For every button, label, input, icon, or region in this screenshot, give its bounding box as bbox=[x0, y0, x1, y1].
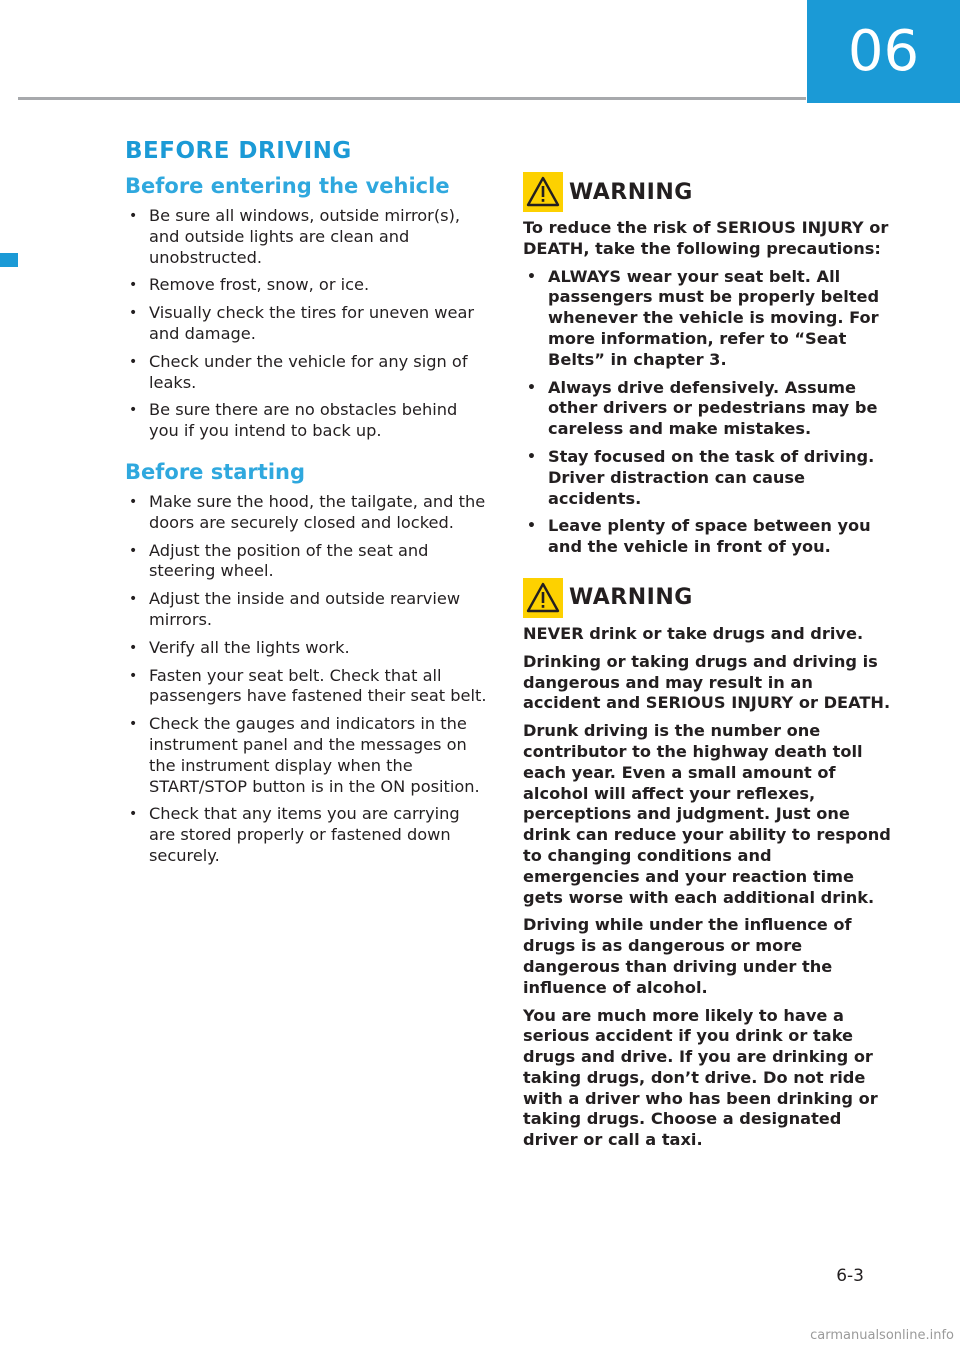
list-item: • Always drive defensively. Assume other drivers or pedestrians may be careless and make mistakes. bbox=[523, 378, 893, 440]
list-item: • Fasten your seat belt. Check that all passengers have fastened their seat belt. bbox=[125, 666, 490, 708]
list-item: • Stay focused on the task of driving. Driver distraction can cause accidents. bbox=[523, 447, 893, 509]
before-starting-list bbox=[125, 492, 490, 867]
header-rule bbox=[18, 97, 806, 100]
section-title: BEFORE DRIVING bbox=[125, 138, 352, 164]
warning-triangle-icon bbox=[523, 172, 563, 212]
warning-paragraph: NEVER drink or take drugs and drive. bbox=[523, 623, 864, 643]
warning-heading bbox=[523, 578, 893, 618]
warning-paragraph: You are much more likely to have a serious accident if you drink or take drugs and drive. If you are drinking or taking drugs, don’t drive. Do not ride with a driver who has been drinking or taking drugs. Choose a designated driver or call a taxi. bbox=[523, 1005, 878, 1150]
right-column bbox=[523, 172, 893, 1158]
list-item: • Verify all the lights work. bbox=[125, 638, 490, 659]
warning-paragraph: Drunk driving is the number one contributor to the highway death toll each year. Even a small amount of alcohol will affect your reflexes, perceptions and judgment. Just one drink can reduce your ability to respond to changing conditions and emergencies and your reaction time gets worse with each additional drink. bbox=[523, 721, 891, 907]
before-entering-title: Before entering the vehicle bbox=[125, 174, 450, 198]
warning-box-1 bbox=[523, 172, 893, 558]
warning-paragraph: Drinking or taking drugs and driving is dangerous and may result in an accident and SERIOUS INJURY or DEATH. bbox=[523, 651, 891, 713]
list-item: • Make sure the hood, the tailgate, and the doors are securely closed and locked. bbox=[125, 492, 490, 534]
warning-list bbox=[523, 267, 893, 558]
before-entering-list bbox=[125, 206, 490, 442]
list-item: • Remove frost, snow, or ice. bbox=[125, 275, 490, 296]
list-item: • Check under the vehicle for any sign of leaks. bbox=[125, 352, 490, 394]
warning-label: WARNING bbox=[569, 179, 693, 205]
warning-triangle-icon bbox=[523, 578, 563, 618]
page-number: 6-3 bbox=[836, 1266, 864, 1286]
list-item: • Be sure there are no obstacles behind you if you intend to back up. bbox=[125, 400, 490, 442]
list-item: • Adjust the position of the seat and steering wheel. bbox=[125, 541, 490, 583]
watermark-text: carmanualsonline.info bbox=[810, 1328, 954, 1343]
warning-label: WARNING bbox=[569, 585, 693, 611]
list-item: • ALWAYS wear your seat belt. All passengers must be properly belted whenever the vehicle is moving. For more information, refer to “Seat Belts” in chapter 3. bbox=[523, 267, 893, 371]
warning-box-2 bbox=[523, 578, 893, 1151]
chapter-tab: 06 bbox=[807, 0, 960, 103]
list-item: • Leave plenty of space between you and the vehicle in front of you. bbox=[523, 516, 893, 558]
list-item: • Check that any items you are carrying are stored properly or fastened down securely. bbox=[125, 804, 490, 866]
list-item: • Check the gauges and indicators in the instrument panel and the messages on the instrument display when the START/STOP button is in the ON position. bbox=[125, 714, 490, 797]
list-item: • Be sure all windows, outside mirror(s), and outside lights are clean and unobstructed. bbox=[125, 206, 490, 268]
before-starting-title: Before starting bbox=[125, 459, 306, 484]
side-marker bbox=[0, 253, 18, 267]
warning-paragraph: Driving while under the influence of drugs is as dangerous or more dangerous than driving under the influence of alcohol. bbox=[523, 915, 852, 997]
left-column bbox=[125, 136, 490, 874]
list-item: • Visually check the tires for uneven wear and damage. bbox=[125, 303, 490, 345]
list-item: • Adjust the inside and outside rearview mirrors. bbox=[125, 589, 490, 631]
warning-heading bbox=[523, 172, 893, 212]
warning-intro: To reduce the risk of SERIOUS INJURY or DEATH, take the following precautions: bbox=[523, 218, 889, 258]
